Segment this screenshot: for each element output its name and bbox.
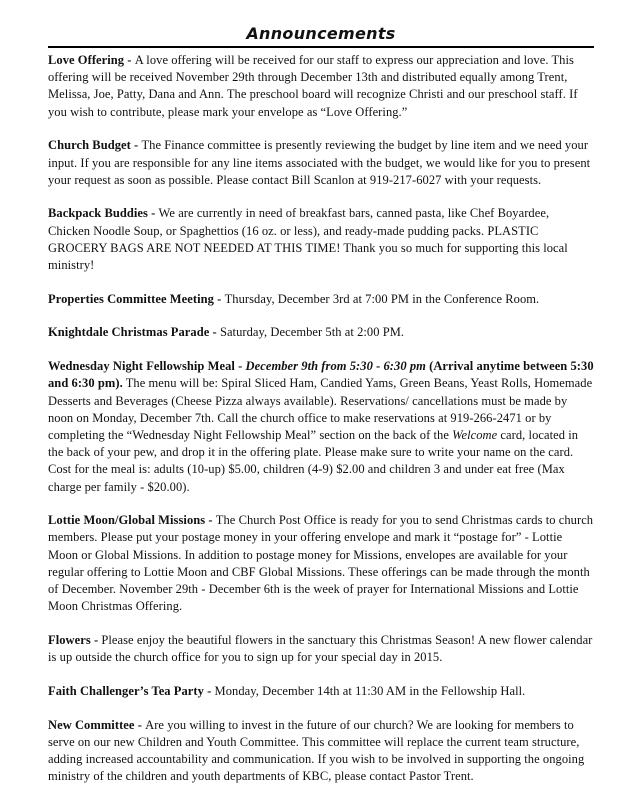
announcement-body: Monday, December 14th at 11:30 AM in the Fellowship Hall. <box>214 683 526 698</box>
announcement-body: Thursday, December 3rd at 7:00 PM in the Conference Room. <box>224 291 540 306</box>
announcement-fellowship-meal <box>48 358 594 496</box>
announcement-body: Please enjoy the beautiful flowers in the sanctuary this Christmas Season! A new flower calendar is up outside the church office for you to sign up for your special day in 2015. <box>48 632 593 665</box>
announcement-flowers <box>48 632 594 666</box>
announcement-body-cont: card, located in the back of your pew, and drop it in the offering plate. Please make sure to write your name on the card. Cost for the meal is: adults (10-up) $5.00, children (4-9) $2.00 and children 3 and under eat free (Max charge per family - $20.00). <box>48 427 579 494</box>
announcement-heading: Wednesday Night Fellowship Meal - <box>48 359 246 374</box>
announcement-body: Saturday, December 5th at 2:00 PM. <box>219 325 405 340</box>
announcement-lottie-moon <box>48 512 594 615</box>
welcome-card-name: Welcome <box>452 427 498 442</box>
announcement-heading: New Committee - <box>48 717 146 732</box>
announcement-heading: Church Budget - <box>48 138 142 153</box>
announcements-page <box>48 22 594 802</box>
announcement-body: A love offering will be received for our staff to express our appreciation and love. This offering will be received November 29th through December 13th and distributed equally among Trent, Melissa, Joe, Patty, Dana and Ann. The preschool board will recognize Christi and our preschool staff. If you wish to contribute, please mark your envelope as “Love Offering.” <box>48 53 578 119</box>
announcement-church-budget <box>48 137 594 189</box>
meal-date: December 9th from 5:30 - 6:30 pm <box>245 359 426 374</box>
announcement-body: The Church Post Office is ready for you to send Christmas cards to church members. Please put your postage money in your offering envelope and mark it “postage for” - Lottie Moon or Global Missions. In addition to postage money for Missions, envelopes are available for your regular offering to Lottie Moon and CBF Global Missions. These offerings can be made through the month of December. November 29th - December 6th is the week of prayer for International Missions and Lottie Moon Christmas Offering. <box>48 513 594 614</box>
announcement-heading: Lottie Moon/Global Missions - <box>48 513 216 528</box>
announcement-heading: Love Offering - <box>48 53 135 67</box>
announcement-body: Are you willing to invest in the future of our church? We are looking for members to serve on our new Children and Youth Committee. This committee will replace the current team structure, adding increased accountability and communication. If you wish to be involved in supporting the ongoing ministry of the children and youth departments of KBC, please contact Pastor Trent. <box>48 717 585 784</box>
announcement-love-offering <box>48 52 594 121</box>
meal-arrival: (Arrival anytime between 5:30 and 6:30 pm). <box>48 359 594 391</box>
announcement-heading: Backpack Buddies - <box>48 206 159 221</box>
announcement-properties-meeting <box>48 291 594 308</box>
announcement-heading: Flowers - <box>48 632 102 647</box>
page-title: Announcements <box>48 22 594 48</box>
announcement-tea-party <box>48 683 594 700</box>
announcement-heading: Knightdale Christmas Parade - <box>48 325 220 340</box>
announcement-backpack-buddies <box>48 205 594 274</box>
announcement-new-committee <box>48 717 594 786</box>
announcement-christmas-parade <box>48 324 594 341</box>
announcement-body: We are currently in need of breakfast bars, canned pasta, like Chef Boyardee, Chicken Noodle Soup, or Spaghettios (16 oz. or less), and ready-made pudding packs. PLASTIC GROCERY BAGS ARE NOT NEEDED AT THIS TIME! Thank you so much for supporting this local ministry! <box>48 206 568 273</box>
announcement-body: The Finance committee is presently reviewing the budget by line item and we need your input. If you are responsible for any line items associated with the budget, we would like for you to present your request as soon as possible. Please contact Bill Scanlon at 919-217-6027 with your requests. <box>48 138 591 187</box>
announcement-heading: Faith Challenger’s Tea Party - <box>48 683 215 698</box>
announcement-body: The menu will be: Spiral Sliced Ham, Candied Yams, Green Beans, Yeast Rolls, Homemade Desserts and Beverages (Cheese Pizza always available). Reservations/ cancellations must be made by noon on Monday, December 7th. Call the church office to make reservations at 919-266-2471 or by completing the “Wednesday Night Fellowship Meal” section on the back of the <box>48 376 593 442</box>
announcement-heading: Properties Committee Meeting - <box>48 291 225 306</box>
